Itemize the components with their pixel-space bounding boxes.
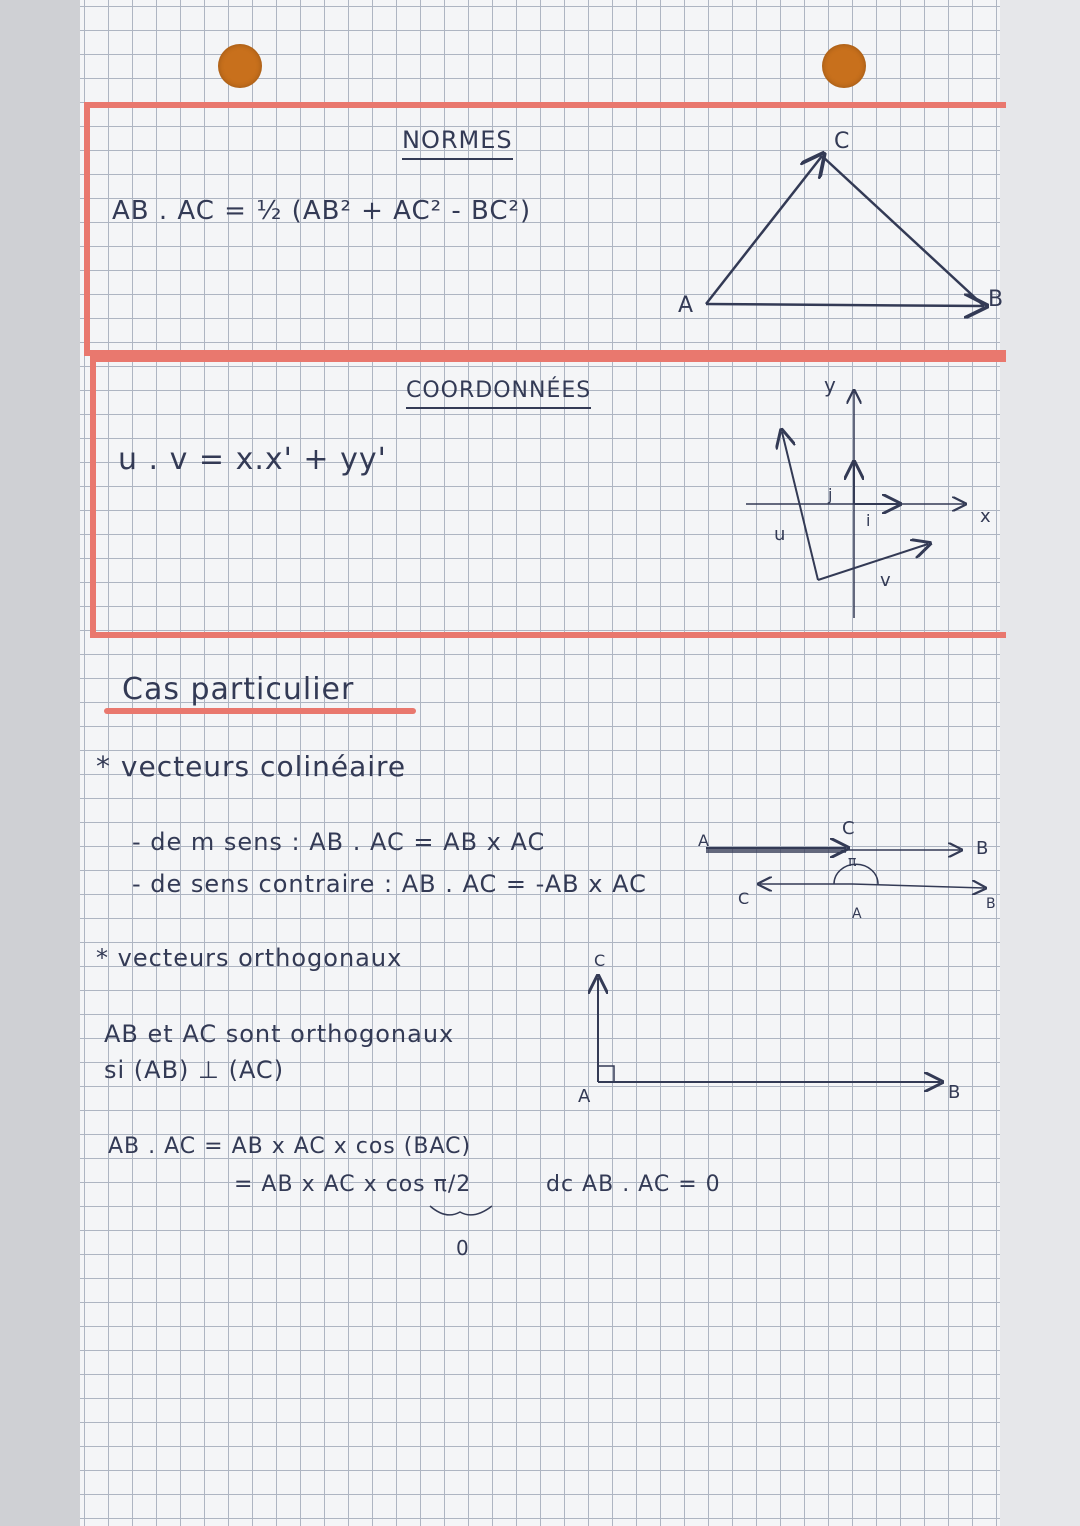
normes-title: NORMES bbox=[402, 126, 513, 160]
orthogonaux-heading: * vecteurs orthogonaux bbox=[96, 944, 403, 972]
ortho-label-a: A bbox=[578, 1086, 591, 1107]
axis-label-v: v bbox=[880, 570, 891, 591]
calc-line2: = AB x AC x cos π/2 bbox=[234, 1172, 472, 1197]
colinear-label-c2: C bbox=[738, 889, 750, 908]
axes-diagram bbox=[746, 373, 991, 618]
axis-label-y: y bbox=[824, 373, 836, 397]
colinear-label-a1: A bbox=[698, 831, 709, 850]
colinear-label-pi: π bbox=[848, 854, 857, 870]
axis-label-x: x bbox=[980, 506, 991, 527]
vector-u bbox=[782, 432, 818, 580]
triangle-label-b: B bbox=[988, 287, 1004, 312]
ortho-label-c: C bbox=[594, 951, 606, 970]
vector-ab bbox=[706, 304, 984, 306]
colinear-label-a2: A bbox=[852, 906, 862, 922]
colinear-diagram bbox=[698, 818, 996, 922]
vector-ac bbox=[706, 156, 822, 304]
colinear-vector-ab-opposite bbox=[852, 884, 984, 888]
axis-label-i: i bbox=[866, 511, 871, 530]
triangle-diagram bbox=[678, 129, 1003, 318]
orthogonal-diagram bbox=[578, 951, 960, 1107]
axis-label-u: u bbox=[774, 524, 786, 545]
right-angle-mark bbox=[598, 1066, 614, 1082]
colineaire-heading: * vecteurs colinéaire bbox=[96, 750, 407, 783]
sens-contraire-line: - de sens contraire : AB . AC = -AB x AC bbox=[132, 870, 647, 898]
normes-formula: AB . AC = ½ (AB² + AC² - BC²) bbox=[112, 196, 532, 226]
orthogonaux-line1: AB et AC sont orthogonaux bbox=[104, 1020, 455, 1048]
colinear-label-b1: B bbox=[976, 838, 989, 859]
segment-cb bbox=[822, 156, 984, 306]
underbrace bbox=[430, 1206, 492, 1215]
coordonnees-title: COORDONNÉES bbox=[406, 378, 591, 409]
meme-sens-line: - de m sens : AB . AC = AB x AC bbox=[132, 828, 546, 856]
colinear-label-b2: B bbox=[986, 896, 996, 912]
cos-zero-note: 0 bbox=[456, 1236, 470, 1260]
orthogonaux-line2: si (AB) ⊥ (AC) bbox=[104, 1056, 285, 1084]
triangle-label-a: A bbox=[678, 293, 694, 318]
calc-conclusion: dc AB . AC = 0 bbox=[546, 1172, 721, 1197]
axis-label-j: j bbox=[828, 485, 833, 504]
coordonnees-formula: u . v = x.x' + yy' bbox=[118, 442, 387, 477]
colinear-label-c1: C bbox=[842, 818, 855, 839]
triangle-label-c: C bbox=[834, 129, 850, 154]
vector-v bbox=[818, 544, 928, 580]
cas-title: Cas particulier bbox=[122, 672, 355, 707]
ortho-label-b: B bbox=[948, 1082, 961, 1103]
calc-line1: AB . AC = AB x AC x cos (BAC) bbox=[108, 1134, 472, 1159]
